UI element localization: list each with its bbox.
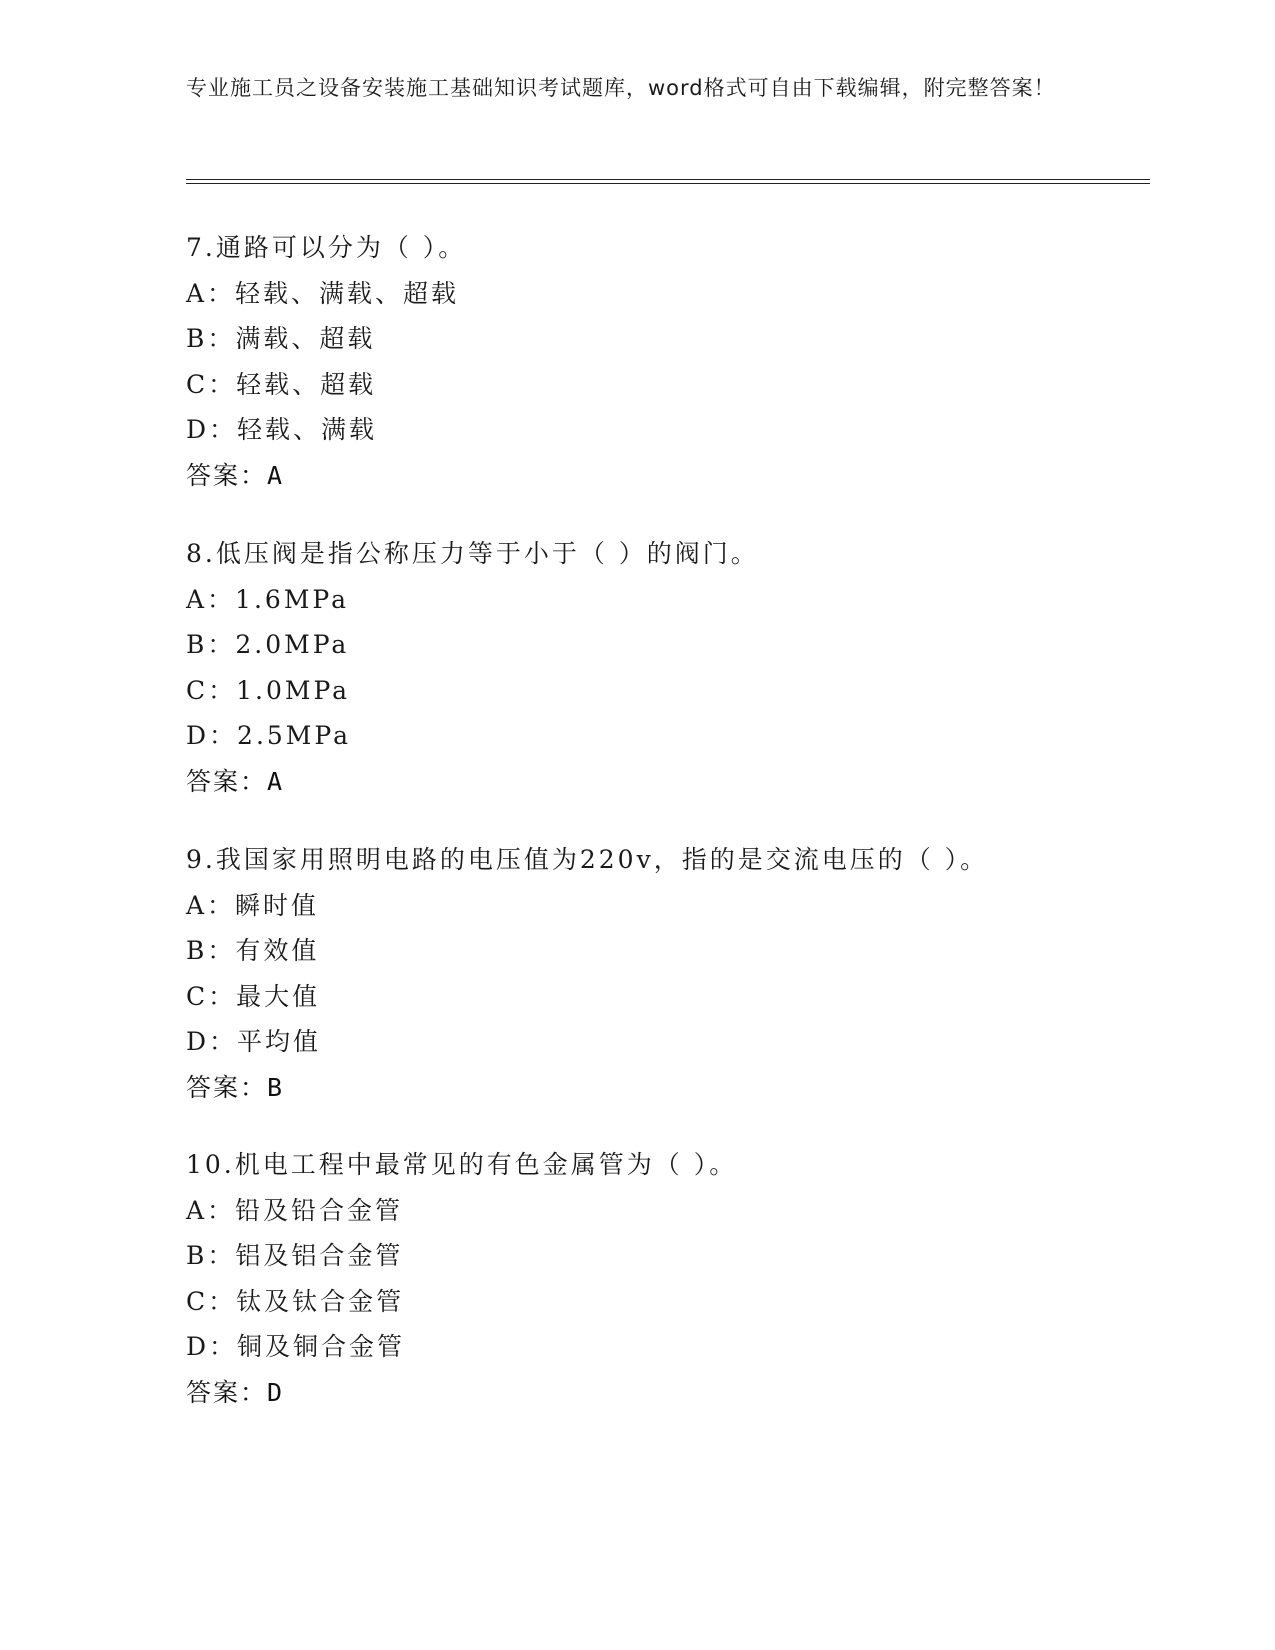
answer-value: B bbox=[267, 1072, 285, 1102]
answer-label: 答案： bbox=[186, 1072, 268, 1102]
answer-line bbox=[186, 1065, 1136, 1111]
option-c: C：1.0MPa bbox=[186, 675, 351, 705]
option-a: A：1.6MPa bbox=[186, 584, 350, 614]
question-title: 7.通路可以分为（ ）。 bbox=[186, 233, 467, 262]
question-block bbox=[186, 225, 1136, 498]
option-d: D：平均值 bbox=[186, 1027, 322, 1056]
option-c: C：钛及钛合金管 bbox=[186, 1286, 405, 1316]
question-title: 10.机电工程中最常见的有色金属管为（ ）。 bbox=[186, 1150, 738, 1179]
question-title: 9.我国家用照明电路的电压值为220v，指的是交流电压的（ ）。 bbox=[186, 845, 989, 874]
answer-label: 答案： bbox=[186, 1377, 268, 1407]
header-divider-bottom bbox=[186, 183, 1150, 184]
header-divider-top bbox=[186, 179, 1150, 180]
option-b: B：满载、超载 bbox=[186, 324, 376, 353]
question-title: 8.低压阀是指公称压力等于小于（ ）的阀门。 bbox=[186, 539, 759, 568]
option-a: A：瞬时值 bbox=[186, 890, 320, 920]
question-block bbox=[186, 1142, 1136, 1415]
option-b: B：有效值 bbox=[186, 936, 320, 965]
option-a: A：轻载、满载、超载 bbox=[186, 278, 460, 308]
answer-line bbox=[186, 453, 1136, 499]
answer-value: A bbox=[267, 460, 285, 490]
answer-line bbox=[186, 1370, 1136, 1416]
option-d: D：2.5MPa bbox=[186, 721, 352, 750]
option-c: C：轻载、超载 bbox=[186, 369, 377, 399]
answer-value: D bbox=[267, 1377, 285, 1407]
answer-label: 答案： bbox=[186, 460, 268, 490]
option-d: D：铜及铜合金管 bbox=[186, 1332, 406, 1361]
option-c: C：最大值 bbox=[186, 981, 321, 1011]
document-header: 专业施工员之设备安装施工基础知识考试题库，word格式可自由下载编辑，附完整答案！ bbox=[186, 76, 1056, 100]
option-d: D：轻载、满载 bbox=[186, 415, 378, 444]
option-b: B：2.0MPa bbox=[186, 630, 350, 659]
question-block bbox=[186, 531, 1136, 804]
answer-line bbox=[186, 759, 1136, 805]
answer-value: A bbox=[267, 766, 285, 796]
answer-label: 答案： bbox=[186, 766, 268, 796]
question-block bbox=[186, 837, 1136, 1110]
option-a: A：铅及铅合金管 bbox=[186, 1195, 404, 1225]
option-b: B：铝及铝合金管 bbox=[186, 1241, 404, 1270]
